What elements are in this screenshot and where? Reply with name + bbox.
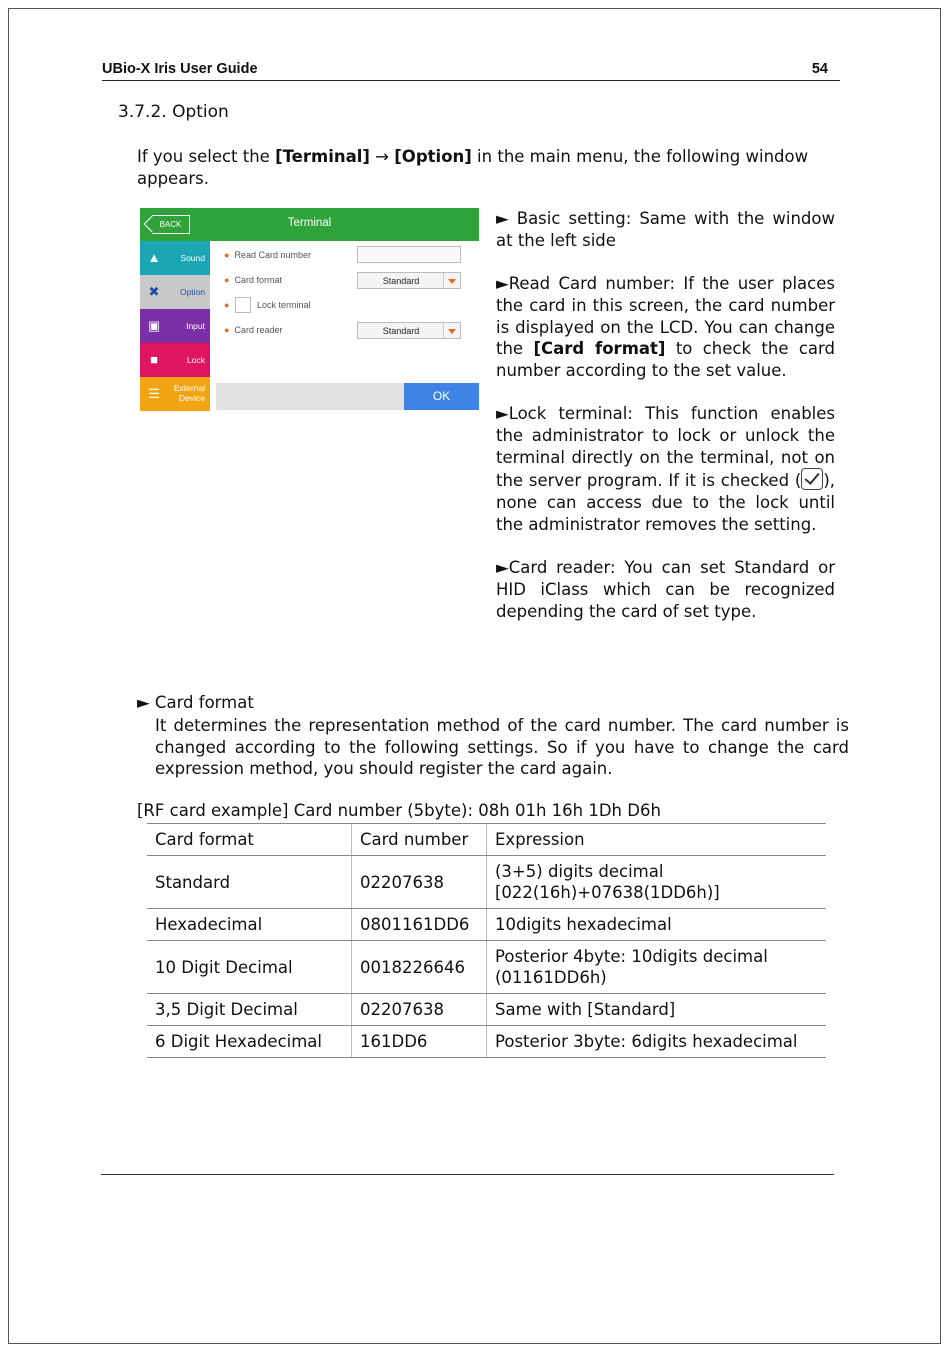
speaker-icon: ▲ bbox=[147, 250, 161, 265]
sidebar-item-sound[interactable]: ▲ Sound bbox=[140, 241, 210, 275]
back-button[interactable]: BACK bbox=[152, 215, 190, 234]
section-title: 3.7.2. Option bbox=[118, 102, 229, 122]
list-icon: ☰ bbox=[148, 386, 160, 401]
page-number: 54 bbox=[811, 61, 828, 77]
table-row bbox=[147, 1026, 826, 1058]
table-cell: Standard bbox=[147, 856, 352, 909]
option-descriptions bbox=[496, 208, 835, 644]
table-cell: 0018226646 bbox=[352, 941, 487, 994]
table-row bbox=[147, 994, 826, 1026]
intro-paragraph: If you select the [Terminal] → [Option] in the main menu, the following window appears. bbox=[137, 147, 809, 188]
checked-checkbox-icon bbox=[801, 468, 823, 490]
table-cell: 02207638 bbox=[352, 994, 487, 1026]
table-cell: 6 Digit Hexadecimal bbox=[147, 1026, 352, 1058]
tools-icon: ✖ bbox=[148, 284, 160, 299]
table-header-cell: Card number bbox=[352, 824, 487, 856]
card-reader-desc: ►Card reader: You can set Standard or HID iClass which can be recognized depending the card of set type. bbox=[496, 558, 835, 621]
lock-terminal-desc: ►Lock terminal: This function enables the administrator to lock or unlock the terminal directly on the terminal, not on the server program. If it is checked ( ), none can access due to the lock until the administrator removes the setting. bbox=[496, 404, 835, 534]
chevron-down-icon bbox=[443, 323, 460, 338]
table-cell: (3+5) digits decimal [022(16h)+07638(1DD6h)] bbox=[487, 856, 827, 909]
read-card-number-desc: ►Read Card number: If the user places the card in this screen, the card number is displayed on the LCD. You can change the [Card format] to check the card number according to the set value. bbox=[496, 274, 835, 380]
lock-terminal-label: Lock terminal bbox=[257, 300, 311, 310]
table-cell: Posterior 3byte: 6digits hexadecimal bbox=[487, 1026, 827, 1058]
card-format-heading: ► Card format bbox=[137, 693, 254, 712]
footer-divider bbox=[101, 1174, 834, 1175]
table-cell: 0801161DD6 bbox=[352, 909, 487, 941]
table-cell: 02207638 bbox=[352, 856, 487, 909]
read-card-number-row: ● Read Card number bbox=[224, 250, 311, 260]
basic-setting-desc: ► Basic setting: Same with the window at the left side bbox=[496, 209, 835, 250]
table-cell: 3,5 Digit Decimal bbox=[147, 994, 352, 1026]
sidebar-item-option[interactable]: ✖ Option bbox=[140, 275, 210, 309]
device-screen-title: Terminal bbox=[287, 217, 332, 229]
page-header bbox=[102, 60, 840, 81]
read-card-number-field[interactable] bbox=[357, 246, 461, 263]
device-title-bar bbox=[140, 208, 479, 241]
sidebar-item-input[interactable]: ▣ Input bbox=[140, 309, 210, 343]
table-row bbox=[147, 909, 826, 941]
table-row bbox=[147, 941, 826, 994]
table-cell: Posterior 4byte: 10digits decimal (01161DD6h) bbox=[487, 941, 827, 994]
card-format-description: It determines the representation method of the card number. The card number is changed according to the following settings. So if you have to change the card expression method, you should register the card again. bbox=[155, 716, 849, 779]
lock-icon: ■ bbox=[150, 352, 158, 367]
terminal-menu-ref: [Terminal] bbox=[275, 147, 370, 166]
ok-button[interactable]: OK bbox=[404, 383, 479, 410]
table-header-cell: Expression bbox=[487, 824, 827, 856]
table-row bbox=[147, 856, 826, 909]
card-format-table bbox=[147, 823, 826, 1058]
table-cell: 10 Digit Decimal bbox=[147, 941, 352, 994]
option-menu-ref: [Option] bbox=[394, 147, 472, 166]
monitor-icon: ▣ bbox=[147, 318, 161, 333]
card-format-select[interactable]: Standard bbox=[357, 272, 461, 289]
device-bottom-bar bbox=[216, 383, 404, 410]
rf-card-example-title: [RF card example] Card number (5byte): 08h 01h 16h 1Dh D6h bbox=[137, 801, 661, 820]
device-screenshot bbox=[140, 208, 479, 411]
table-cell: Same with [Standard] bbox=[487, 994, 827, 1026]
table-header-cell: Card format bbox=[147, 824, 352, 856]
card-reader-row: ● Card reader bbox=[224, 325, 283, 335]
lock-terminal-checkbox[interactable] bbox=[235, 297, 251, 313]
table-cell: 161DD6 bbox=[352, 1026, 487, 1058]
device-sidebar bbox=[140, 241, 210, 411]
sidebar-item-external-device[interactable]: ☰ External Device bbox=[140, 377, 210, 411]
document-title: UBio-X Iris User Guide bbox=[102, 61, 258, 77]
card-reader-select[interactable]: Standard bbox=[357, 322, 461, 339]
card-format-row: ● Card format bbox=[224, 275, 282, 285]
sidebar-item-lock[interactable]: ■ Lock bbox=[140, 343, 210, 377]
table-header-row bbox=[147, 824, 826, 856]
table-cell: Hexadecimal bbox=[147, 909, 352, 941]
chevron-down-icon bbox=[443, 273, 460, 288]
lock-terminal-row: ● bbox=[224, 300, 230, 310]
table-cell: 10digits hexadecimal bbox=[487, 909, 827, 941]
